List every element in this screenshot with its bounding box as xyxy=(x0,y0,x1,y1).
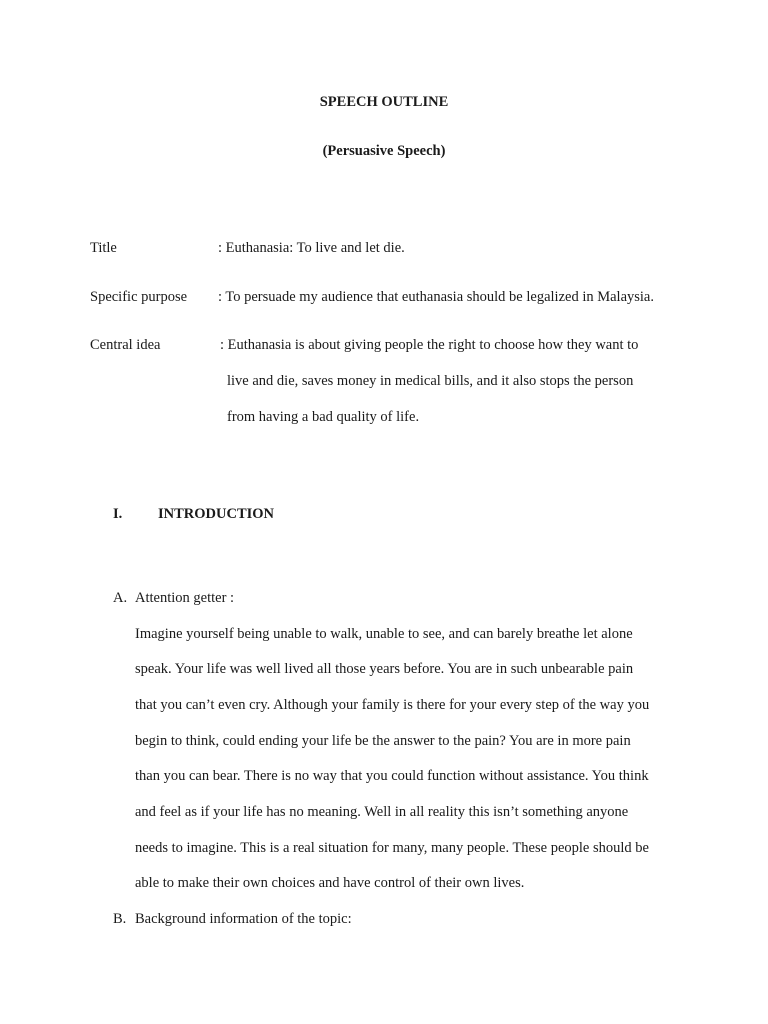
page-subtitle: (Persuasive Speech) xyxy=(322,143,446,159)
paragraph-line: Imagine yourself being unable to walk, unable to see, and can barely breathe let alone xyxy=(135,626,633,642)
field-label-title: Title xyxy=(90,240,117,256)
page-title: SPEECH OUTLINE xyxy=(319,94,449,110)
section-heading: INTRODUCTION xyxy=(158,506,275,522)
paragraph-line: needs to imagine. This is a real situation for many, many people. These people should be xyxy=(135,840,649,856)
field-value-specific-purpose: : To persuade my audience that euthanasia should be legalized in Malaysia. xyxy=(218,289,654,305)
paragraph-line: and feel as if your life has no meaning. Well in all reality this isn’t something anyone xyxy=(135,804,629,820)
item-label-attention-getter: Attention getter : xyxy=(135,590,235,606)
field-value-central-idea-line: from having a bad quality of life. xyxy=(227,409,420,425)
field-value-central-idea-line: live and die, saves money in medical bills, and it also stops the person xyxy=(227,373,634,389)
field-value-title: : Euthanasia: To live and let die. xyxy=(218,240,405,256)
item-letter-b: B. xyxy=(113,911,127,927)
field-value-central-idea-line: : Euthanasia is about giving people the right to choose how they want to xyxy=(220,337,639,353)
paragraph-line: able to make their own choices and have control of their own lives. xyxy=(135,875,525,891)
section-numeral: I. xyxy=(113,506,123,522)
field-label-specific-purpose: Specific purpose xyxy=(90,289,188,305)
paragraph-line: begin to think, could ending your life be the answer to the pain? You are in more pain xyxy=(135,733,631,749)
item-letter-a: A. xyxy=(113,590,128,606)
paragraph-line: that you can’t even cry. Although your family is there for your every step of the way you xyxy=(135,697,650,713)
paragraph-line: speak. Your life was well lived all those years before. You are in such unbearable pain xyxy=(135,661,634,677)
item-label-background-information: Background information of the topic: xyxy=(135,911,352,927)
paragraph-line: than you can bear. There is no way that you could function without assistance. You think xyxy=(135,768,649,784)
field-label-central-idea: Central idea xyxy=(90,337,161,353)
